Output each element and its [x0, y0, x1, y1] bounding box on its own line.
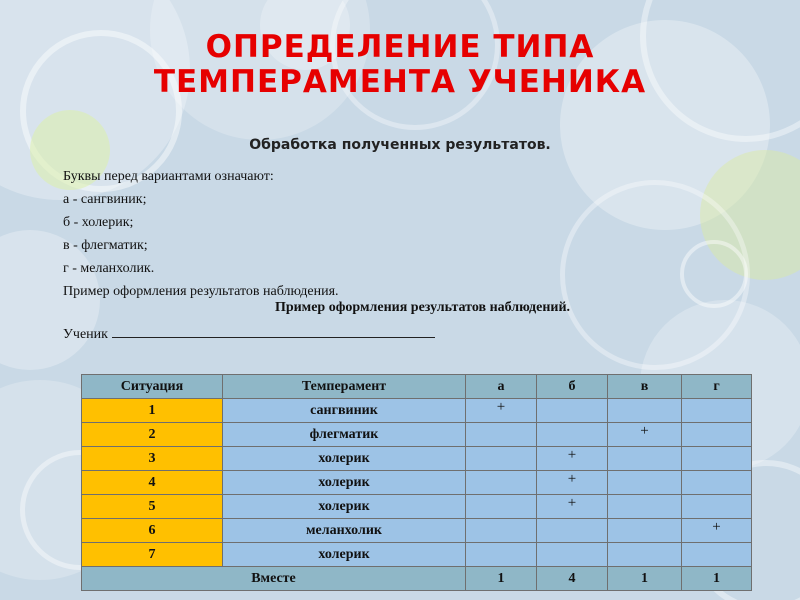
total-v: 1 — [608, 567, 682, 591]
mark-v — [608, 543, 682, 567]
mark-v — [608, 495, 682, 519]
mark-g — [682, 495, 752, 519]
temperament-cell: холерик — [223, 495, 466, 519]
student-label: Ученик — [63, 327, 108, 342]
temperament-cell: меланхолик — [223, 519, 466, 543]
total-a: 1 — [466, 567, 537, 591]
temperament-cell: холерик — [223, 447, 466, 471]
situation-cell: 7 — [82, 543, 223, 567]
student-underline — [112, 325, 435, 338]
mark-g — [682, 423, 752, 447]
mark-a — [466, 543, 537, 567]
table-row — [82, 423, 752, 447]
mark-v — [608, 519, 682, 543]
situation-cell: 3 — [82, 447, 223, 471]
situation-cell: 2 — [82, 423, 223, 447]
mark-b — [537, 519, 608, 543]
mark-b — [537, 399, 608, 423]
mark-g — [682, 399, 752, 423]
slide-title — [0, 30, 800, 100]
mark-v — [608, 399, 682, 423]
subtitle: Обработка полученных результатов. — [249, 137, 551, 153]
table-row — [82, 543, 752, 567]
mark-g: + — [682, 519, 752, 543]
table-header-row — [82, 375, 752, 399]
total-label: Вместе — [82, 567, 466, 591]
table-row — [82, 399, 752, 423]
title-line-2: ТЕМПЕРАМЕНТА УЧЕНИКА — [153, 64, 647, 100]
title-line-1: ОПРЕДЕЛЕНИЕ ТИПА — [205, 29, 595, 65]
mark-g — [682, 471, 752, 495]
table-row — [82, 447, 752, 471]
total-b: 4 — [537, 567, 608, 591]
situation-cell: 5 — [82, 495, 223, 519]
mark-b: + — [537, 471, 608, 495]
results-table — [81, 374, 752, 591]
temperament-cell: холерик — [223, 543, 466, 567]
header-a: а — [466, 375, 537, 399]
mark-v — [608, 447, 682, 471]
mark-b — [537, 543, 608, 567]
mark-a — [466, 447, 537, 471]
student-line — [63, 325, 435, 343]
mark-a — [466, 519, 537, 543]
header-b: б — [537, 375, 608, 399]
mark-g — [682, 447, 752, 471]
text-line: б - холерик; — [63, 215, 134, 230]
header-temperament: Темперамент — [223, 375, 466, 399]
temperament-cell: флегматик — [223, 423, 466, 447]
center-heading: Пример оформления результатов наблюдений. — [274, 300, 571, 315]
table-row — [82, 519, 752, 543]
text-line: г - меланхолик. — [63, 261, 155, 276]
mark-a — [466, 423, 537, 447]
table-total-row — [82, 567, 752, 591]
mark-b — [537, 423, 608, 447]
text-line: в - флегматик; — [63, 238, 148, 253]
situation-cell: 6 — [82, 519, 223, 543]
temperament-cell: холерик — [223, 471, 466, 495]
mark-v: + — [608, 423, 682, 447]
mark-b: + — [537, 495, 608, 519]
legend-text — [63, 165, 339, 303]
mark-v — [608, 471, 682, 495]
mark-b: + — [537, 447, 608, 471]
text-line: Буквы перед вариантами означают: — [63, 169, 274, 184]
mark-a — [466, 495, 537, 519]
situation-cell: 4 — [82, 471, 223, 495]
header-g: г — [682, 375, 752, 399]
mark-a: + — [466, 399, 537, 423]
temperament-cell: сангвиник — [223, 399, 466, 423]
mark-g — [682, 543, 752, 567]
table-row — [82, 471, 752, 495]
text-line: Пример оформления результатов наблюдения. — [63, 284, 339, 299]
table-row — [82, 495, 752, 519]
text-line: а - сангвиник; — [63, 192, 147, 207]
total-g: 1 — [682, 567, 752, 591]
header-situation: Ситуация — [82, 375, 223, 399]
mark-a — [466, 471, 537, 495]
header-v: в — [608, 375, 682, 399]
situation-cell: 1 — [82, 399, 223, 423]
